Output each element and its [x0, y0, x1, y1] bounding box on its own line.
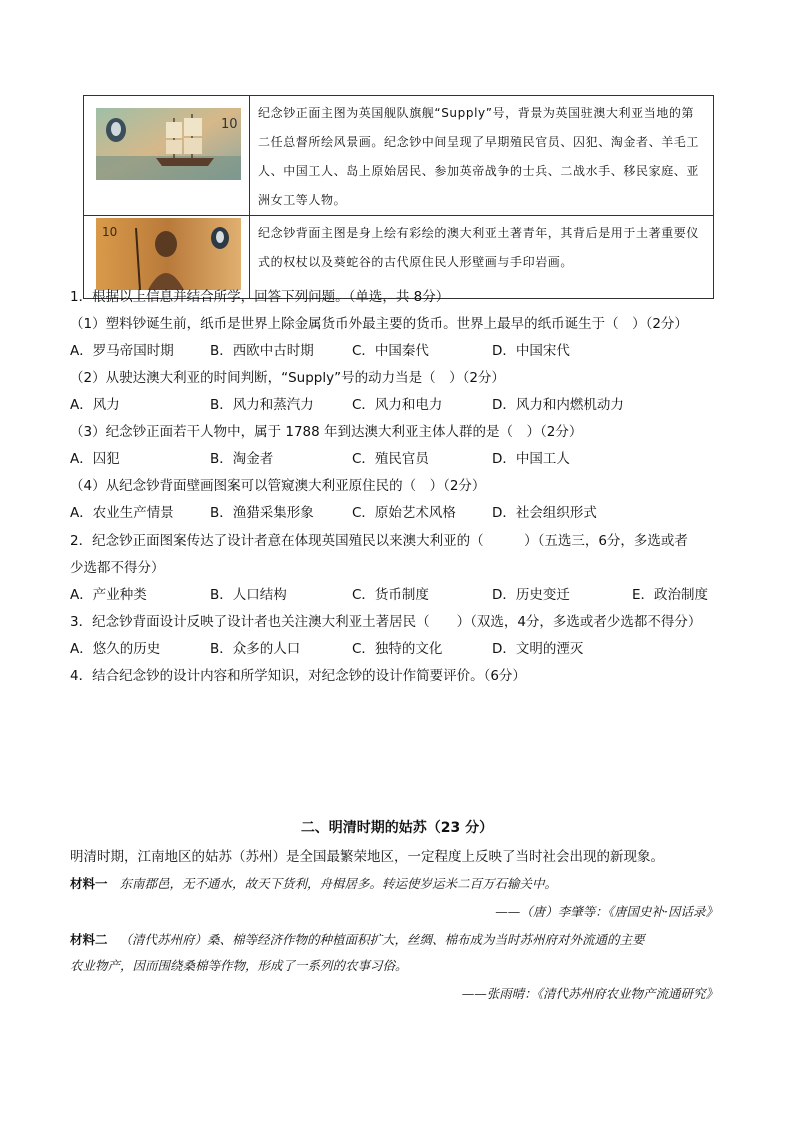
option-c[interactable]: C．货币制度: [352, 587, 429, 603]
option-a[interactable]: A．产业种类: [70, 587, 147, 603]
material1-source: ——（唐）李肇等：《唐国史补·因话录》: [495, 904, 718, 919]
material2-source: ——张雨晴：《清代苏州府农业物产流通研究》: [461, 986, 718, 1001]
q2-stem-line1: 2．纪念钞正面图案传达了设计者意在体现英国殖民以来澳大利亚的（ ）（五选三，6分，多选或者: [70, 533, 688, 549]
material2-label: 材料二: [70, 932, 108, 947]
q1-sub1: （1）塑料钞诞生前，纸币是世界上除金属货币外最主要的货币。世界上最早的纸币诞生于（ ）（2分）: [70, 316, 688, 332]
q4-stem: 4．结合纪念钞的设计内容和所学知识，对纪念钞的设计作简要评价。（6分）: [70, 668, 526, 684]
option-c[interactable]: C．原始艺术风格: [352, 505, 456, 521]
option-d[interactable]: D．历史变迁: [492, 587, 570, 603]
q1-sub2: （2）从驶达澳大利亚的时间判断，“Supply”号的动力当是（ ）（2分）: [70, 370, 505, 386]
back-value-label: 10: [102, 225, 118, 239]
q1-sub4: （4）从纪念钞背面壁画图案可以管窥澳大利亚原住民的（ ）（2分）: [70, 478, 486, 494]
option-c[interactable]: C．独特的文化: [352, 641, 443, 657]
option-c[interactable]: C．殖民官员: [352, 451, 429, 467]
option-b[interactable]: B．西欧中古时期: [210, 343, 314, 359]
option-a[interactable]: A．风力: [70, 397, 120, 413]
q1-sub3: （3）纪念钞正面若干人物中，属于 1788 年到达澳大利亚主体人群的是（ ）（2分）: [70, 424, 583, 440]
option-b[interactable]: B．人口结构: [210, 587, 287, 603]
option-a[interactable]: A．悠久的历史: [70, 641, 161, 657]
q2-stem-line2: 少选都不得分）: [70, 560, 165, 576]
banknote-front-image: [96, 108, 241, 180]
option-b[interactable]: B．风力和蒸汽力: [210, 397, 314, 413]
q1-stem: 1．根据以上信息并结合所学，回答下列问题。（单选，共 8分）: [70, 289, 450, 305]
material1-text: 东南郡邑，无不通水，故天下货利，舟楫居多。转运使岁运米二百万石输关中。: [119, 876, 557, 891]
option-d[interactable]: D．风力和内燃机动力: [492, 397, 624, 413]
option-c[interactable]: C．中国秦代: [352, 343, 429, 359]
material1-label: 材料一: [70, 876, 108, 891]
option-a[interactable]: A．罗马帝国时期: [70, 343, 174, 359]
front-value-label: 10: [221, 117, 238, 132]
front-image-cell: [84, 96, 250, 216]
option-d[interactable]: D．文明的湮灭: [492, 641, 584, 657]
option-a[interactable]: A．囚犯: [70, 451, 120, 467]
table-row: [84, 96, 714, 216]
q3-stem: 3．纪念钞背面设计反映了设计者也关注澳大利亚土著居民（ ）（双选，4分，多选或者少选都不得分）: [70, 614, 702, 630]
option-b[interactable]: B．渔猎采集形象: [210, 505, 314, 521]
option-b[interactable]: B．众多的人口: [210, 641, 301, 657]
back-description: 纪念钞背面主图是身上绘有彩绘的澳大利亚土著青年，其背后是用于土著重要仪式的权杖以及葵蛇谷的古代原住民人形壁画与手印岩画。: [250, 216, 714, 299]
banknote-back-image: [96, 218, 241, 290]
material1: [70, 874, 557, 894]
option-d[interactable]: D．中国宋代: [492, 343, 570, 359]
option-c[interactable]: C．风力和电力: [352, 397, 443, 413]
material2-text-2: 农业物产，因而围绕桑棉等作物，形成了一系列的农事习俗。: [70, 958, 408, 973]
section2-title: 二、明清时期的姑苏（23 分）: [300, 820, 494, 836]
material2-text-1: （清代苏州府）桑、棉等经济作物的种植面积扩大，丝绸、棉布成为当时苏州府对外流通的主要: [119, 932, 645, 947]
front-description: 纪念钞正面主图为英国舰队旗舰“Supply”号，背景为英国驻澳大利亚当地的第二任总督所绘风景画。纪念钞中间呈现了早期殖民官员、囚犯、淘金者、羊毛工人、中国工人、岛上原始居民、参加英帝战争的士兵、二战水手、移民家庭、亚洲女工等人物。: [250, 96, 714, 216]
banknote-info-table: [83, 95, 714, 299]
option-a[interactable]: A．农业生产情景: [70, 505, 174, 521]
section2-intro: 明清时期，江南地区的姑苏（苏州）是全国最繁荣地区，一定程度上反映了当时社会出现的新现象。: [70, 849, 664, 865]
material2-line1: [70, 930, 644, 950]
option-e[interactable]: E．政治制度: [632, 587, 709, 603]
option-d[interactable]: D．中国工人: [492, 451, 570, 467]
option-b[interactable]: B．淘金者: [210, 451, 274, 467]
option-d[interactable]: D．社会组织形式: [492, 505, 597, 521]
